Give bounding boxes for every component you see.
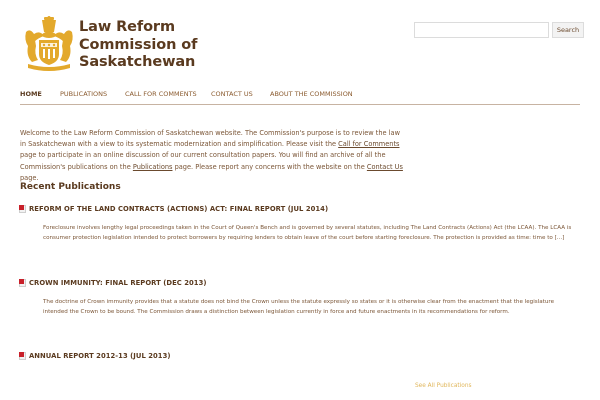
publication-link[interactable]: CROWN IMMUNITY: FINAL REPORT (DEC 2013) [29,279,207,287]
search-form [414,22,584,38]
publication-excerpt: Foreclosure involves lengthy legal proceedings taken in the Court of Queen's Bench and is governed by several statutes, including The Land Contracts (Actions) Act (the LCAA). The LCAA is consumer protection legislation intended to protect borrowers by requiring lenders to obtain leave of the court before starting foreclosure. The protection is provided as time: time to [...] [43,225,572,241]
site-title[interactable] [79,19,197,72]
nav-item-contact-us[interactable]: CONTACT US [211,90,253,98]
search-input[interactable] [414,22,549,38]
nav-item-about-the-commission[interactable]: ABOUT THE COMMISSION [270,90,353,98]
nav-divider [20,104,580,105]
nav-item-call-for-comments[interactable]: CALL FOR COMMENTS [125,90,197,98]
welcome-text-3: page. Please report any concerns with the website on the [172,162,367,171]
welcome-paragraph [20,128,405,184]
pdf-icon [19,279,26,287]
publication-link[interactable]: REFORM OF THE LAND CONTRACTS (ACTIONS) ACT: FINAL REPORT (JUL 2014) [29,205,329,213]
welcome-text-2: page to participate in an online discussion of our current consultation papers. You will find an archive of all the Commission's publications on the [20,151,386,171]
site-title-line-2: Commission of [79,36,198,53]
coat-of-arms-icon[interactable] [22,16,76,72]
publication-item-title [19,205,328,213]
publication-link[interactable]: ANNUAL REPORT 2012-13 (JUL 2013) [29,352,171,360]
welcome-text-1: Welcome to the Law Reform Commission of Saskatchewan website. The Commission's purpose is to review the law in Saskatchewan with a view to its systematic modernization and simplification. Please visit the [20,129,400,149]
publication-item-title [19,352,171,360]
contact-us-link[interactable]: Contact Us [366,162,403,171]
nav-item-publications[interactable]: PUBLICATIONS [60,90,108,98]
publication-item-title [19,279,207,287]
recent-publications-heading: Recent Publications [20,182,121,192]
site-header [0,0,600,80]
see-all-publications-link[interactable]: See All Publications [415,383,472,389]
publication-excerpt: The doctrine of Crown immunity provides that a statute does not bind the Crown unless the statute expressly so states or it is otherwise clear from the enactment that the legislature intended the Crown to be bound. The Commission draws a distinction between legislation currently in force and future enactments in its recommendations for reform. [43,299,555,315]
call-for-comments-link[interactable]: Call for Comments [338,140,400,149]
site-title-line-1: Law Reform [79,19,175,35]
welcome-text-4: page. [20,173,39,182]
publications-link[interactable]: Publications [132,162,173,171]
search-button[interactable]: Search [552,22,584,38]
pdf-icon [19,352,26,360]
nav-item-home[interactable]: HOME [20,90,42,98]
site-title-line-3: Saskatchewan [79,54,196,70]
main-nav [20,89,370,99]
pdf-icon [19,205,26,213]
